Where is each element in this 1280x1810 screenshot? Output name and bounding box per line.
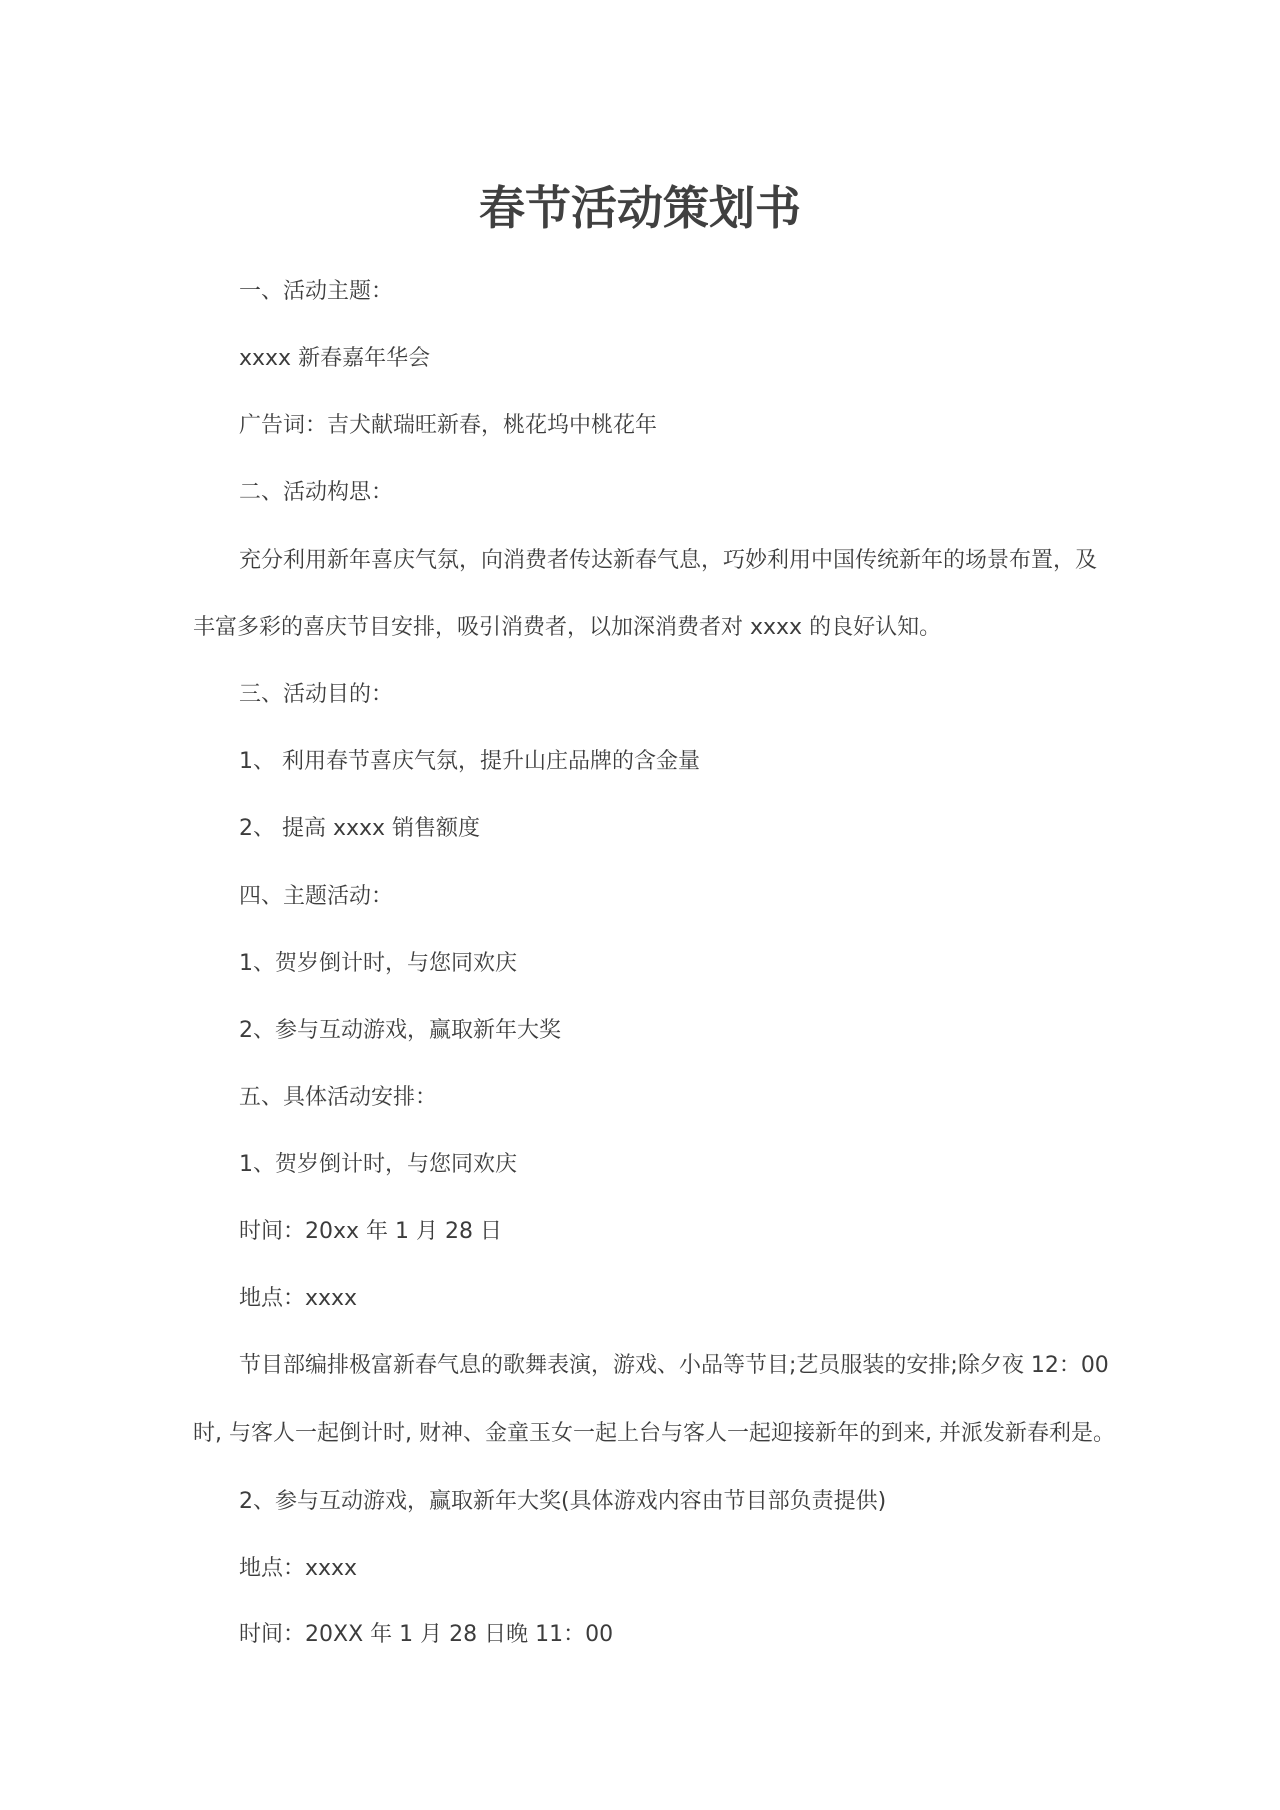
list-item: 1、 利用春节喜庆气氛，提升山庄品牌的含金量	[239, 749, 700, 774]
paragraph: 时间：20xx 年 1 月 28 日	[239, 1219, 502, 1244]
paragraph-continuation: 时, 与客人一起倒计时, 财神、金童玉女一起上台与客人一起迎接新年的到来, 并派发新春利是。	[193, 1421, 1115, 1446]
paragraph: 地点：xxxx	[239, 1556, 358, 1581]
section-heading-purpose: 三、活动目的：	[239, 682, 394, 707]
section-heading-concept: 二、活动构思：	[239, 480, 394, 505]
list-item: 2、参与互动游戏，赢取新年大奖	[239, 1018, 561, 1043]
paragraph: 充分利用新年喜庆气氛，向消费者传达新春气息，巧妙利用中国传统新年的场景布置，及	[239, 548, 1098, 573]
paragraph: xxxx 新春嘉年华会	[239, 346, 431, 371]
paragraph-continuation: 丰富多彩的喜庆节目安排，吸引消费者，以加深消费者对 xxxx 的良好认知。	[193, 615, 942, 640]
list-item: 1、贺岁倒计时，与您同欢庆	[239, 951, 517, 976]
section-heading-theme: 一、活动主题：	[239, 279, 394, 304]
section-heading-schedule: 五、具体活动安排：	[239, 1085, 438, 1110]
list-item: 2、 提高 xxxx 销售额度	[239, 816, 481, 841]
subsection-heading: 2、参与互动游戏，赢取新年大奖(具体游戏内容由节目部负责提供)	[239, 1489, 887, 1514]
subsection-heading: 1、贺岁倒计时，与您同欢庆	[239, 1152, 517, 1177]
paragraph: 地点：xxxx	[239, 1286, 358, 1311]
paragraph: 节目部编排极富新春气息的歌舞表演，游戏、小品等节目;艺员服装的安排;除夕夜 12：00	[239, 1353, 1109, 1378]
paragraph: 广告词：吉犬献瑞旺新春，桃花坞中桃花年	[239, 413, 658, 438]
document-title: 春节活动策划书	[479, 181, 801, 235]
paragraph: 时间：20XX 年 1 月 28 日晚 11：00	[239, 1622, 614, 1647]
section-heading-main-activities: 四、主题活动：	[239, 884, 394, 909]
